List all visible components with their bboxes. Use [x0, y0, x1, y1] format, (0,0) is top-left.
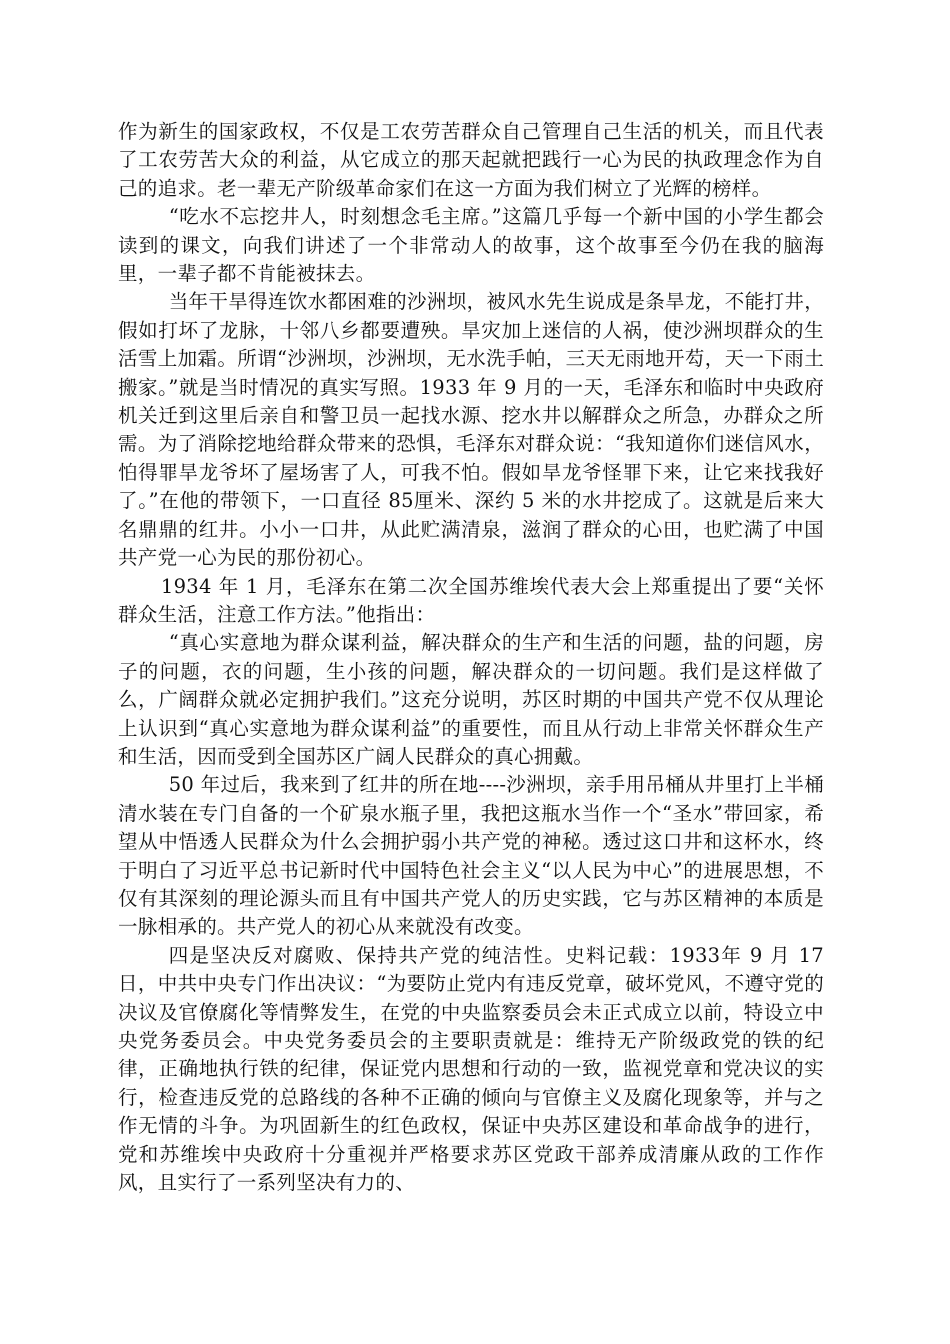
body-text: [118, 118, 824, 1197]
paragraph-5-quote: “真心实意地为群众谋利益，解决群众的生产和生活的问题，盐的问题，房子的问题，衣的问题，生小孩的问题，解决群众的一切问题。我们是这样做了么，广阔群众就必定拥护我们。”这充分说明，苏区时期的中国共产党不仅从理论上认识到“真心实意地为群众谋利益”的重要性，而且从行动上非常关怀群众生产和生活，因而受到全国苏区广阔人民群众的真心拥戴。: [118, 631, 824, 768]
paragraph-1: 作为新生的国家政权，不仅是工农劳苦群众自己管理自己生活的机关，而且代表了工农劳苦大众的利益，从它成立的那天起就把践行一心为民的执政理念作为自己的追求。老一辈无产阶级革命家们在这一方面为我们树立了光辉的榜样。: [118, 120, 824, 200]
paragraph-6: 50 年过后，我来到了红井的所在地----沙洲坝，亲手用吊桶从井里打上半桶清水装在专门自备的一个矿泉水瓶子里，我把这瓶水当作一个“圣水”带回家，希望从中悟透人民群众为什么会拥护弱小共产党的神秘。透过这口井和这杯水，终于明白了习近平总书记新时代中国特色社会主义“以人民为中心”的进展思想，不仅有其深刻的理论源头而且有中国共产党人的历史实践，它与苏区精神的本质是一脉相承的。共产党人的初心从来就没有改变。: [118, 773, 824, 939]
paragraph-4: 1934 年 1 月，毛泽东在第二次全国苏维埃代表大会上郑重提出了要“关怀群众生活，注意工作方法。”他指出：: [118, 574, 824, 626]
paragraph-3: 当年干旱得连饮水都困难的沙洲坝，被风水先生说成是条旱龙，不能打井，假如打坏了龙脉，十邻八乡都要遭殃。旱灾加上迷信的人祸，使沙洲坝群众的生活雪上加霜。所谓“沙洲坝，沙洲坝，无水洗手帕，三天无雨地开芶，天一下雨土搬家。”就是当时情况的真实写照。1933 年 9 月的一天，毛泽东和临时中央政府机关迁到这里后亲自和警卫员一起找水源、挖水井以解群众之所急，办群众之所需。为了消除挖地给群众带来的恐惧，毛泽东对群众说：“我知道你们迷信风水，怕得罪旱龙爷坏了屋场害了人，可我不怕。假如旱龙爷怪罪下来，让它来找我好了。”在他的带领下，一口直径 85厘米、深约 5 米的水井挖成了。这就是后来大名鼎鼎的红井。小小一口井，从此贮满清泉，滋润了群众的心田，也贮满了中国共产党一心为民的那份初心。: [118, 290, 824, 570]
paragraph-7: 四是坚决反对腐败、保持共产党的纯洁性。史料记载：1933年 9 月 17 日，中共中央专门作出决议：“为要防止党内有违反党章，破坏党风，不遵守党的决议及官僚腐化等情弊发生，在党的中央监察委员会未正式成立以前，特设立中央党务委员会。中央党务委员会的主要职责就是：维持无产阶级政党的铁的纪律，正确地执行铁的纪律，保证党内思想和行动的一致，监视党章和党决议的实行，检查违反党的总路线的各种不正确的倾向与官僚主义及腐化现象等，并与之作无情的斗争。为巩固新生的红色政权，保证中央苏区建设和革命战争的进行，党和苏维埃中央政府十分重视并严格要求苏区党政干部养成清廉从政的工作作风，且实行了一系列坚决有力的、: [118, 943, 824, 1195]
paragraph-2: “吃水不忘挖井人，时刻想念毛主席。”这篇几乎每一个新中国的小学生都会读到的课文，向我们讲述了一个非常动人的故事，这个故事至今仍在我的脑海里，一辈子都不肯能被抹去。: [118, 205, 824, 286]
